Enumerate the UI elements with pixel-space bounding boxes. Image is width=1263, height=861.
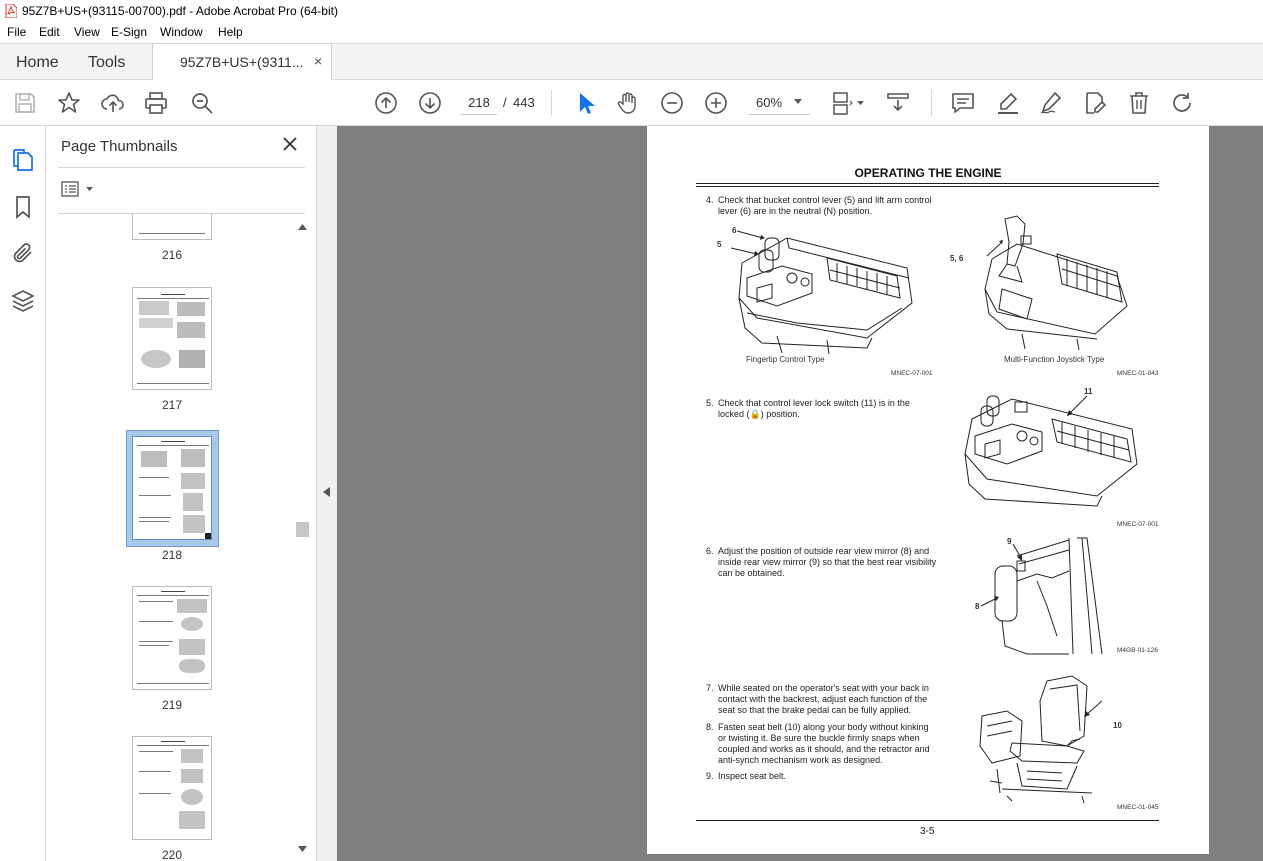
scroll-down-icon[interactable] [298, 846, 307, 852]
select-cursor-icon[interactable] [574, 91, 598, 115]
edit-pdf-icon[interactable] [1083, 91, 1107, 115]
toolbar-divider [931, 90, 932, 116]
thumbnail-label: 218 [161, 548, 183, 562]
panel-divider [58, 167, 305, 168]
fig1-label-5: 5 [717, 240, 722, 249]
toolbar [0, 80, 1263, 126]
rotate-icon[interactable] [1170, 91, 1194, 115]
hand-icon[interactable] [616, 91, 640, 115]
sign-icon[interactable] [1039, 91, 1063, 115]
thumbnail-page-218[interactable] [132, 436, 212, 540]
step7-line2: contact with the backrest, adjust each function of the [718, 694, 928, 704]
options-list-icon [61, 181, 79, 197]
fig2-label-5-6: 5, 6 [950, 254, 964, 263]
menu-bar [0, 23, 1263, 43]
save-icon[interactable] [13, 91, 37, 115]
comment-icon[interactable] [951, 91, 975, 115]
fig2-code: MNEC-01-043 [1117, 370, 1159, 377]
fig2-caption: Multi-Function Joystick Type [1004, 355, 1105, 364]
step-number: 8. [706, 722, 714, 732]
step7-line1: While seated on the operator's seat with your back in [718, 683, 929, 693]
scroll-mode-icon[interactable] [886, 91, 910, 115]
layers-icon[interactable] [11, 289, 35, 313]
thumbnail-label: 216 [161, 248, 183, 262]
page-footer-number: 3-5 [920, 826, 935, 837]
step8-line4: anti-synch mechanism work as designed. [718, 755, 883, 765]
left-rail [0, 126, 46, 861]
upload-icon[interactable] [101, 91, 125, 115]
footer-rule [696, 820, 1159, 821]
zoom-search-icon[interactable] [190, 91, 214, 115]
document-viewer[interactable] [337, 126, 1263, 861]
pdf-page [647, 126, 1209, 854]
step-number: 6. [706, 546, 714, 556]
menu-help[interactable]: Help [218, 25, 243, 39]
page-number-input[interactable] [461, 90, 497, 115]
fingertip-control-figure [717, 218, 927, 356]
page-thumbnails-icon[interactable] [11, 148, 35, 172]
close-icon[interactable] [282, 136, 298, 152]
step9-line1: Inspect seat belt. [718, 771, 787, 781]
step-number: 4. [706, 195, 714, 205]
heading-rule [696, 183, 1159, 184]
fig3-code: MNEC-07-001 [1117, 521, 1159, 528]
tab-close-icon[interactable]: × [314, 53, 323, 69]
tab-bar [0, 43, 1263, 80]
lock-switch-figure [957, 384, 1147, 514]
thumbnails-panel [46, 126, 317, 861]
thumbnail-label: 217 [161, 398, 183, 412]
toolbar-divider [551, 90, 552, 116]
tab-document[interactable] [152, 43, 332, 81]
zoom-value: 60% [756, 95, 783, 110]
joystick-control-figure [977, 214, 1137, 352]
step6-line1: Adjust the position of outside rear view mirror (8) and [718, 546, 930, 556]
tab-document-label: 95Z7B+US+(9311... [180, 54, 304, 70]
zoom-dropdown-icon[interactable] [794, 99, 802, 105]
menu-edit[interactable]: Edit [39, 25, 60, 39]
fig4-label-9: 9 [1007, 537, 1012, 546]
pdf-app-icon [5, 4, 17, 18]
menu-window[interactable]: Window [160, 25, 203, 39]
scrollbar-thumb[interactable] [296, 522, 309, 537]
page-total: 443 [513, 95, 535, 110]
step6-line2: inside rear view mirror (9) so that the best rear visibility [718, 557, 937, 567]
fig5-code: MNEC-01-045 [1117, 804, 1159, 811]
thumbnail-page-216[interactable] [132, 214, 212, 240]
collapse-panel-icon[interactable] [323, 487, 330, 497]
thumbnail-options-button[interactable] [61, 180, 97, 198]
step-number: 9. [706, 771, 714, 781]
panel-title: Page Thumbnails [61, 138, 178, 155]
step7-line3: seat so that the brake pedal can be fully applied. [718, 705, 912, 715]
page-heading: OPERATING THE ENGINE [854, 166, 1002, 180]
heading-rule [696, 186, 1159, 187]
fig4-label-8: 8 [975, 602, 980, 611]
panel-resize-handle[interactable] [317, 126, 337, 861]
print-icon[interactable] [144, 91, 168, 115]
delete-icon[interactable] [1127, 91, 1151, 115]
thumbnail-page-217[interactable] [132, 287, 212, 390]
title-bar [0, 0, 1263, 23]
page-down-icon[interactable] [418, 91, 442, 115]
thumbnails-scrollbar[interactable] [296, 222, 309, 856]
fig1-label-6: 6 [732, 226, 737, 235]
page-up-icon[interactable] [374, 91, 398, 115]
attachments-icon[interactable] [11, 241, 35, 265]
page-separator: / [503, 95, 507, 110]
zoom-out-icon[interactable] [660, 91, 684, 115]
seat-belt-figure [972, 671, 1122, 806]
menu-view[interactable]: View [74, 25, 100, 39]
rear-view-mirror-figure [977, 536, 1117, 656]
fig4-code: M4GB-01-126 [1117, 647, 1158, 654]
tab-home[interactable]: Home [16, 54, 59, 71]
bookmarks-icon[interactable] [11, 195, 35, 219]
step8-line3: coupled and works as it should, and the retractor and [718, 744, 930, 754]
step5-line2: locked (🔒) position. [718, 409, 800, 419]
fit-page-icon[interactable] [830, 91, 854, 115]
fig5-label-10: 10 [1113, 721, 1122, 730]
scroll-up-icon[interactable] [298, 224, 307, 230]
highlight-icon[interactable] [996, 91, 1020, 115]
chevron-down-icon[interactable] [857, 101, 864, 106]
step4-line2: lever (6) are in the neutral (N) position. [718, 206, 873, 216]
window-title: 95Z7B+US+(93115-00700).pdf - Adobe Acrobat Pro (64-bit) [22, 4, 338, 18]
menu-esign[interactable]: E-Sign [111, 25, 148, 39]
step-number: 7. [706, 683, 714, 693]
fig1-caption: Fingertip Control Type [746, 355, 825, 364]
tab-tools[interactable]: Tools [88, 54, 126, 71]
step-number: 5. [706, 398, 714, 408]
thumbnail-label: 220 [161, 848, 183, 860]
thumbnail-page-220[interactable] [132, 736, 212, 840]
bookmark-star-icon[interactable] [57, 91, 81, 115]
zoom-in-icon[interactable] [704, 91, 728, 115]
thumbnail-page-219[interactable] [132, 586, 212, 690]
chevron-down-icon [86, 187, 93, 192]
thumbnails-list [46, 214, 296, 860]
thumbnail-label: 219 [161, 698, 183, 712]
step8-line2: or twisting it. Be sure the buckle firmly snaps when [718, 733, 920, 743]
step5-line1: Check that control lever lock switch (11) is in the [718, 398, 910, 408]
step6-line3: can be obtained. [718, 568, 785, 578]
menu-file[interactable]: File [7, 25, 27, 39]
fig1-code: MNEC-07-001 [891, 370, 933, 377]
step4-line1: Check that bucket control lever (5) and lift arm control [718, 195, 932, 205]
zoom-field[interactable] [748, 90, 810, 115]
fig3-label-11: 11 [1084, 387, 1093, 396]
step8-line1: Fasten seat belt (10) along your body without kinking [718, 722, 929, 732]
